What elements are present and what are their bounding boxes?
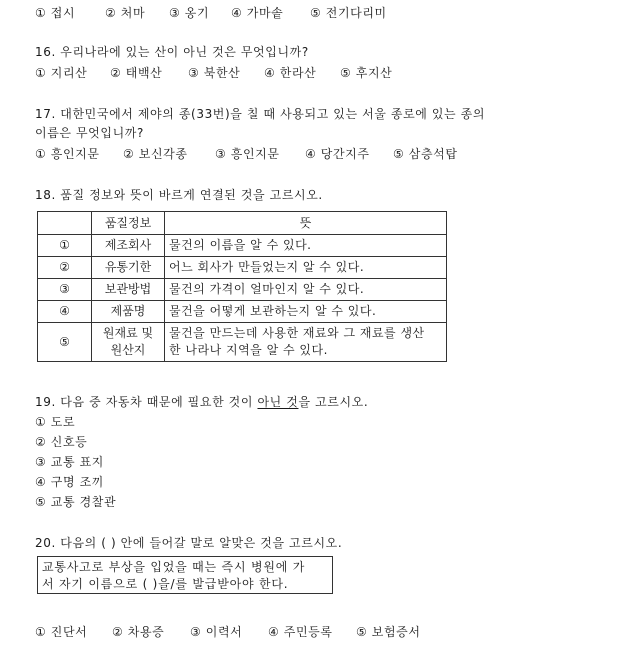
q18-header-row (38, 212, 447, 235)
q18-table (37, 211, 447, 362)
q18-row1-info: 제조회사 (92, 235, 165, 257)
q19-question-post: 을 고르시오. (298, 395, 369, 409)
q17-option-2[interactable]: ② 보신각종 (123, 147, 188, 161)
q16-option-1[interactable]: ① 지리산 (35, 66, 88, 80)
q18-row5-meaning (165, 323, 447, 362)
table-row[interactable] (38, 257, 447, 279)
table-row[interactable] (38, 323, 447, 362)
q20-option-2[interactable]: ② 차용증 (112, 625, 165, 639)
table-row[interactable] (38, 279, 447, 301)
q15-option-2[interactable]: ② 처마 (105, 6, 146, 20)
q18-row5-meaning-line1: 물건을 만드는데 사용한 재료와 그 재료를 생산 (169, 326, 425, 340)
q20-passage-line1: 교통사고로 부상을 입었을 때는 즉시 병원에 가 (42, 560, 306, 574)
q17-options (35, 146, 458, 162)
table-row[interactable] (38, 235, 447, 257)
q20-passage-line2: 서 자기 이름으로 ( )을/를 발급받아야 한다. (42, 577, 289, 591)
q19-question-pre: 19. 다음 중 자동차 때문에 필요한 것이 (35, 395, 258, 409)
q19-option-4[interactable]: ④ 구명 조끼 (35, 475, 104, 489)
q19-option-1[interactable]: ① 도로 (35, 415, 76, 429)
q20-options (35, 624, 421, 640)
table-row[interactable] (38, 301, 447, 323)
q18-row4-meaning: 물건을 어떻게 보관하는지 알 수 있다. (165, 301, 447, 323)
q19-question-underlined: 아닌 것 (257, 395, 299, 409)
q19-option-5[interactable]: ⑤ 교통 경찰관 (35, 495, 117, 509)
q18-row5-info-line1: 원재료 및 (102, 326, 154, 340)
q18-row5-meaning-line2: 한 나라나 지역을 알 수 있다. (169, 343, 328, 357)
q18-row5-info (92, 323, 165, 362)
q18-row1-meaning: 물건의 이름을 알 수 있다. (165, 235, 447, 257)
q18-row5-num: ⑤ (38, 323, 92, 362)
q18-row2-meaning: 어느 회사가 만들었는지 알 수 있다. (165, 257, 447, 279)
q16-options (35, 65, 392, 81)
q16-option-2[interactable]: ② 태백산 (110, 66, 163, 80)
q15-options (35, 5, 387, 21)
q18-row4-num: ④ (38, 301, 92, 323)
q15-option-1[interactable]: ① 접시 (35, 6, 76, 20)
q18-row2-info: 유통기한 (92, 257, 165, 279)
q20-option-5[interactable]: ⑤ 보험증서 (356, 625, 421, 639)
q18-row3-info: 보관방법 (92, 279, 165, 301)
q18-header-info: 품질정보 (92, 212, 165, 235)
q18-row3-meaning: 물건의 가격이 얼마인지 알 수 있다. (165, 279, 447, 301)
q17-option-4[interactable]: ④ 당간지주 (305, 147, 370, 161)
q17-question-line2: 이름은 무엇입니까? (35, 126, 144, 140)
q15-option-4[interactable]: ④ 가마솥 (231, 6, 284, 20)
q19-question (35, 394, 368, 410)
q20-option-1[interactable]: ① 진단서 (35, 625, 88, 639)
q20-question: 20. 다음의 ( ) 안에 들어갈 말로 알맞은 것을 고르시오. (35, 536, 343, 550)
q16-option-3[interactable]: ③ 북한산 (188, 66, 241, 80)
q17-option-5[interactable]: ⑤ 삼층석탑 (393, 147, 458, 161)
q15-option-3[interactable]: ③ 옹기 (169, 6, 210, 20)
q18-header-blank (38, 212, 92, 235)
q17-question-line1: 17. 대한민국에서 제야의 종(33번)을 칠 때 사용되고 있는 서울 종로에 있는 종의 (35, 107, 486, 121)
q19-option-3[interactable]: ③ 교통 표지 (35, 455, 104, 469)
q18-row5-info-line2: 원산지 (110, 343, 146, 357)
q17-option-3[interactable]: ③ 흥인지문 (215, 147, 280, 161)
q16-option-5[interactable]: ⑤ 후지산 (340, 66, 393, 80)
q18-question: 18. 품질 정보와 뜻이 바르게 연결된 것을 고르시오. (35, 188, 323, 202)
q20-option-4[interactable]: ④ 주민등록 (268, 625, 333, 639)
q18-header-meaning: 뜻 (165, 212, 447, 235)
q16-option-4[interactable]: ④ 한라산 (264, 66, 317, 80)
q18-row2-num: ② (38, 257, 92, 279)
q18-row3-num: ③ (38, 279, 92, 301)
q16-question: 16. 우리나라에 있는 산이 아닌 것은 무엇입니까? (35, 45, 309, 59)
q15-option-5[interactable]: ⑤ 전기다리미 (310, 6, 387, 20)
q20-option-3[interactable]: ③ 이력서 (190, 625, 243, 639)
q19-option-2[interactable]: ② 신호등 (35, 435, 88, 449)
q18-row1-num: ① (38, 235, 92, 257)
q18-row4-info: 제품명 (92, 301, 165, 323)
q17-option-1[interactable]: ① 흥인지문 (35, 147, 100, 161)
q20-passage-box (37, 556, 333, 594)
